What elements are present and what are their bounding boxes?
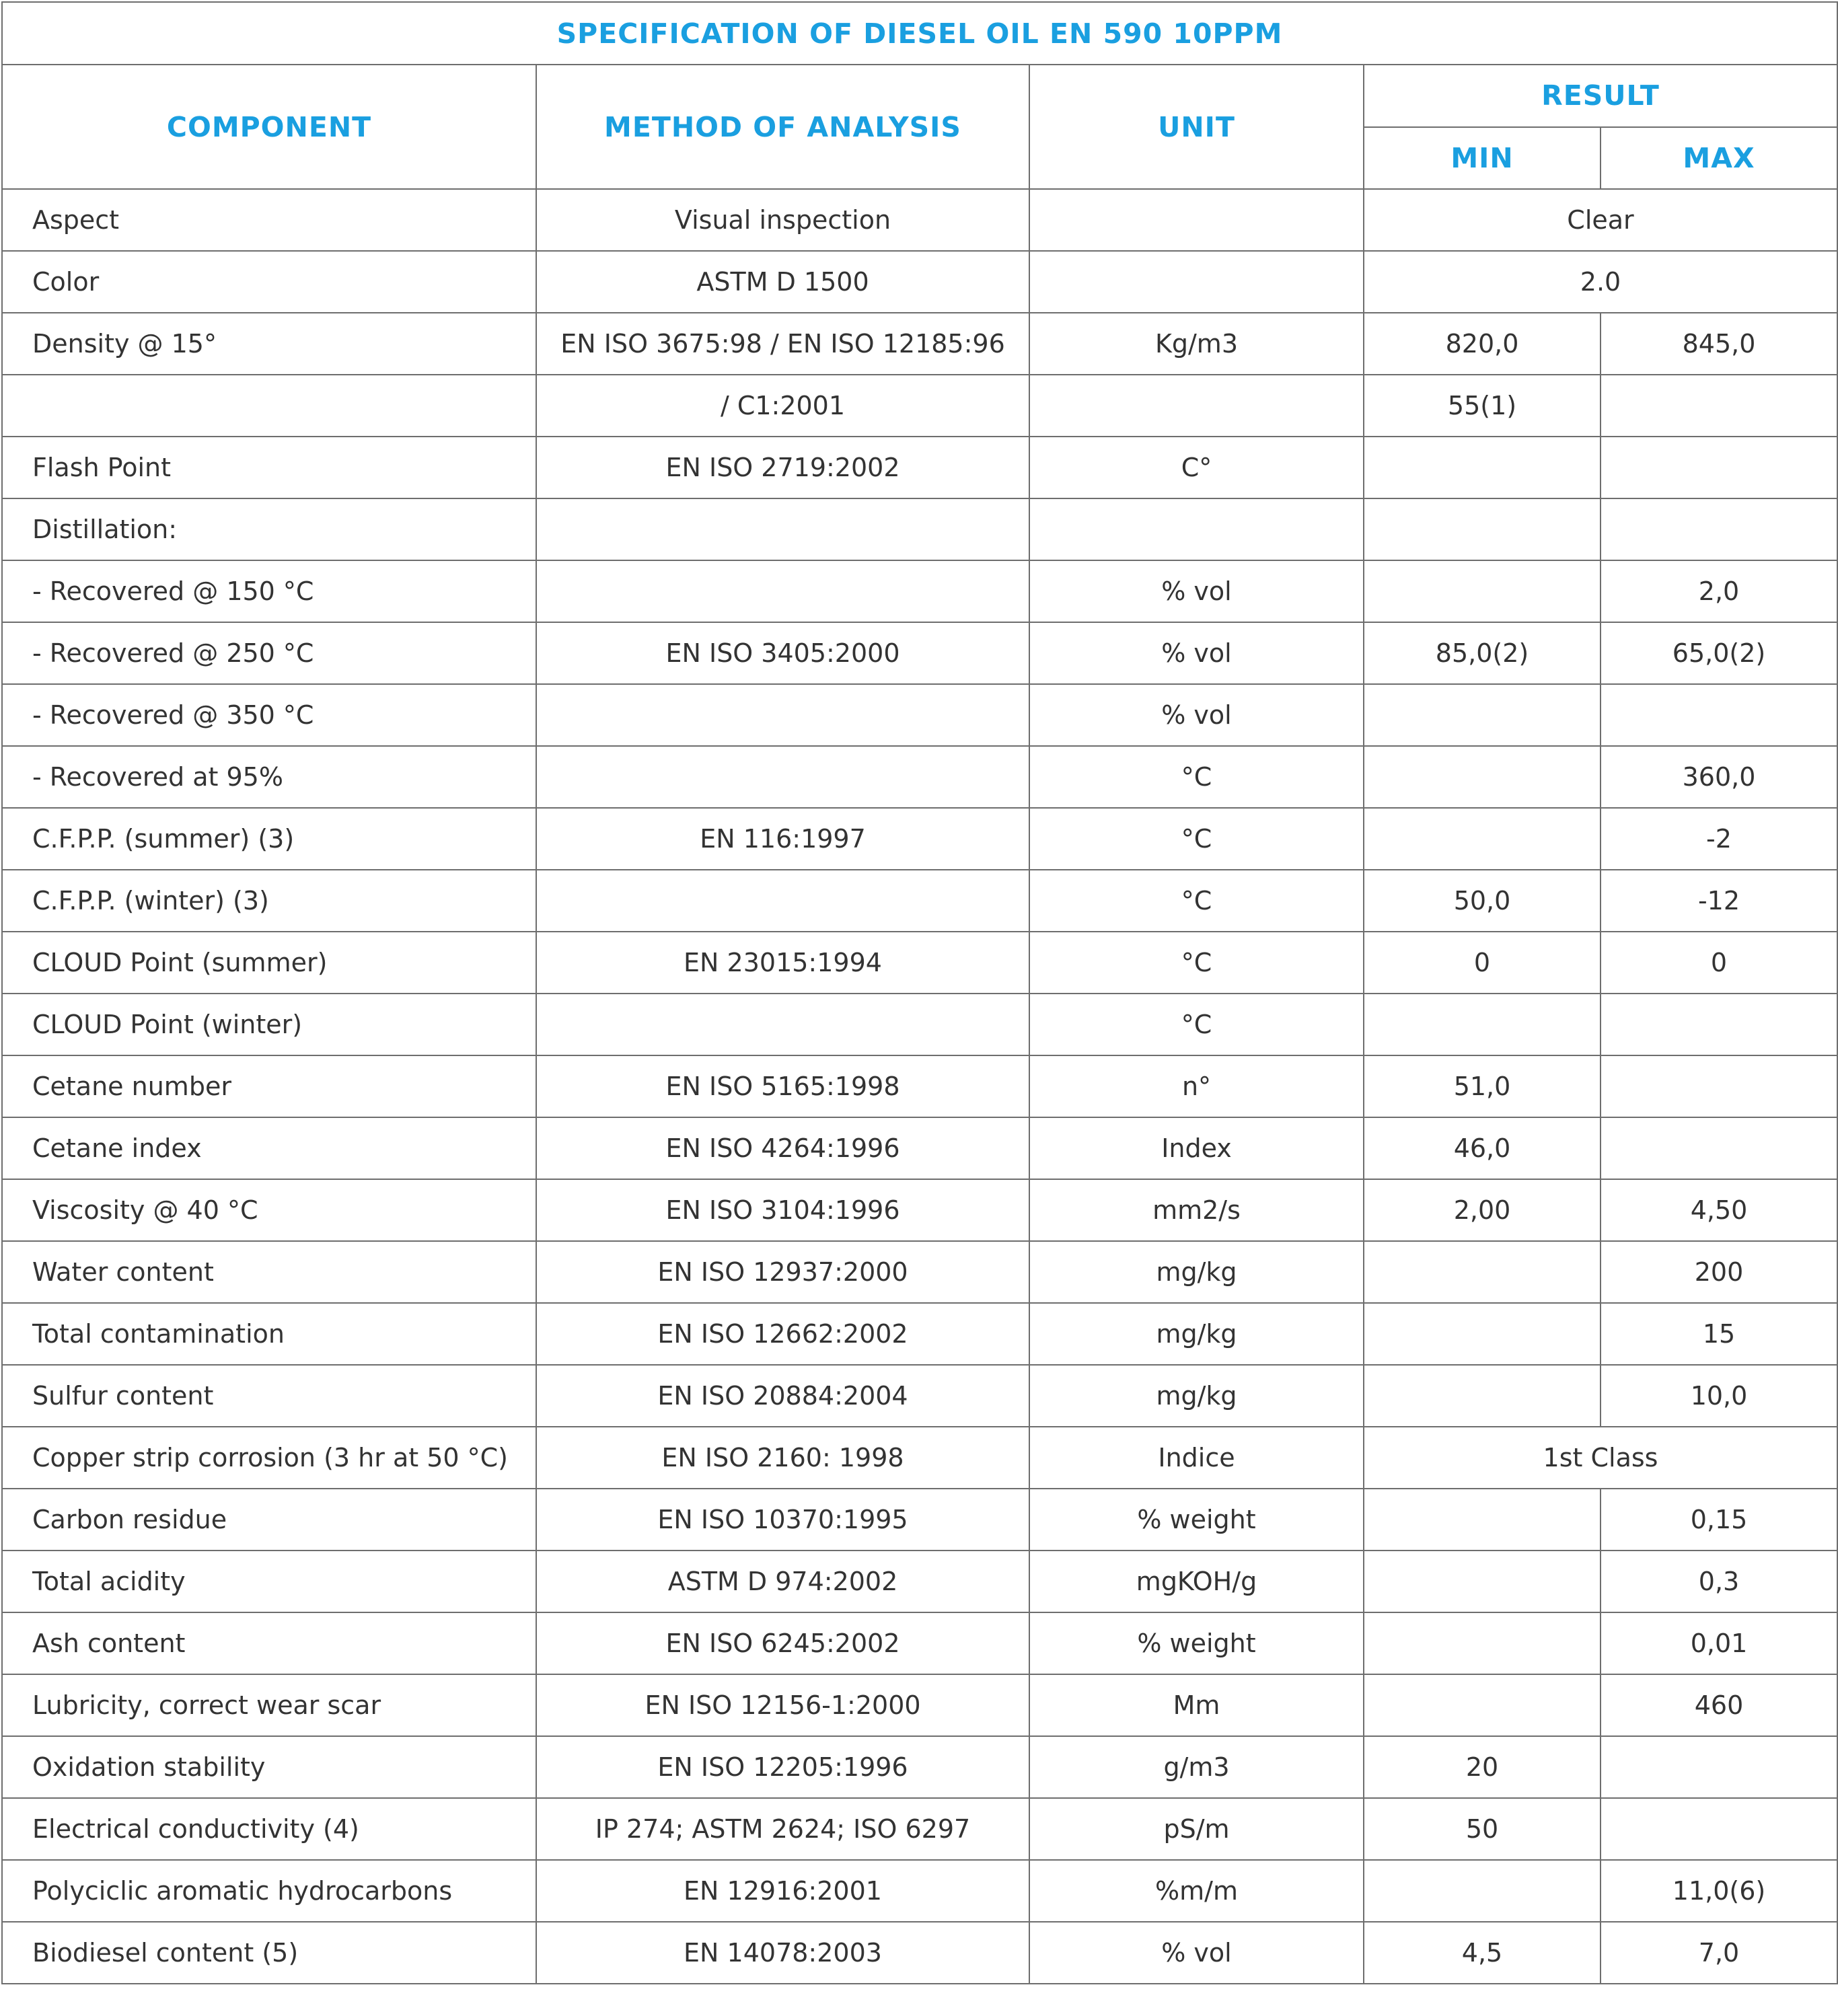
method-cell: EN ISO 12937:2000 bbox=[536, 1241, 1029, 1303]
min-cell: 50 bbox=[1364, 1798, 1601, 1860]
method-cell: / C1:2001 bbox=[536, 375, 1029, 437]
component-cell: Sulfur content bbox=[2, 1365, 536, 1427]
unit-cell: pS/m bbox=[1029, 1798, 1364, 1860]
unit-cell: °C bbox=[1029, 808, 1364, 870]
table-row bbox=[2, 437, 1837, 498]
max-cell: -12 bbox=[1601, 870, 1837, 932]
method-cell bbox=[536, 684, 1029, 746]
min-cell: 51,0 bbox=[1364, 1055, 1601, 1117]
method-cell: EN ISO 10370:1995 bbox=[536, 1489, 1029, 1551]
table-row bbox=[2, 994, 1837, 1055]
method-cell: EN ISO 12205:1996 bbox=[536, 1736, 1029, 1798]
method-cell bbox=[536, 870, 1029, 932]
method-cell: ASTM D 1500 bbox=[536, 251, 1029, 313]
unit-cell bbox=[1029, 498, 1364, 560]
table-title: SPECIFICATION OF DIESEL OIL EN 590 10PPM bbox=[2, 2, 1837, 65]
component-cell: CLOUD Point (winter) bbox=[2, 994, 536, 1055]
component-cell: Biodiesel content (5) bbox=[2, 1922, 536, 1984]
method-cell: Visual inspection bbox=[536, 189, 1029, 251]
component-cell: C.F.P.P. (winter) (3) bbox=[2, 870, 536, 932]
min-cell: 0 bbox=[1364, 932, 1601, 994]
min-cell bbox=[1364, 1860, 1601, 1922]
component-cell: Distillation: bbox=[2, 498, 536, 560]
table-row bbox=[2, 1427, 1837, 1489]
component-cell: - Recovered at 95% bbox=[2, 746, 536, 808]
min-cell: 2,00 bbox=[1364, 1179, 1601, 1241]
min-cell: 55(1) bbox=[1364, 375, 1601, 437]
method-cell: EN ISO 4264:1996 bbox=[536, 1117, 1029, 1179]
table-row bbox=[2, 1179, 1837, 1241]
component-cell: - Recovered @ 250 °C bbox=[2, 622, 536, 684]
result-cell: 1st Class bbox=[1364, 1427, 1837, 1489]
min-cell: 20 bbox=[1364, 1736, 1601, 1798]
min-cell bbox=[1364, 437, 1601, 498]
max-cell: 65,0(2) bbox=[1601, 622, 1837, 684]
table-row bbox=[2, 1489, 1837, 1551]
table-row bbox=[2, 932, 1837, 994]
component-cell: Electrical conductivity (4) bbox=[2, 1798, 536, 1860]
table-row bbox=[2, 870, 1837, 932]
max-cell: 7,0 bbox=[1601, 1922, 1837, 1984]
unit-cell: mg/kg bbox=[1029, 1303, 1364, 1365]
method-cell: EN ISO 6245:2002 bbox=[536, 1612, 1029, 1674]
max-cell bbox=[1601, 498, 1837, 560]
method-cell: EN ISO 2160: 1998 bbox=[536, 1427, 1029, 1489]
unit-cell: Index bbox=[1029, 1117, 1364, 1179]
max-cell: 360,0 bbox=[1601, 746, 1837, 808]
method-cell: EN 12916:2001 bbox=[536, 1860, 1029, 1922]
table-row bbox=[2, 1055, 1837, 1117]
max-cell bbox=[1601, 684, 1837, 746]
max-cell: 845,0 bbox=[1601, 313, 1837, 375]
table-row bbox=[2, 684, 1837, 746]
unit-cell bbox=[1029, 189, 1364, 251]
method-cell: EN ISO 12662:2002 bbox=[536, 1303, 1029, 1365]
min-cell bbox=[1364, 1489, 1601, 1551]
method-cell: EN ISO 2719:2002 bbox=[536, 437, 1029, 498]
component-cell: Carbon residue bbox=[2, 1489, 536, 1551]
result-header: RESULT bbox=[1364, 65, 1837, 127]
component-cell: Ash content bbox=[2, 1612, 536, 1674]
max-cell: 10,0 bbox=[1601, 1365, 1837, 1427]
unit-cell: % weight bbox=[1029, 1489, 1364, 1551]
method-cell: IP 274; ASTM 2624; ISO 6297 bbox=[536, 1798, 1029, 1860]
unit-cell: °C bbox=[1029, 870, 1364, 932]
title-row bbox=[2, 2, 1837, 65]
component-cell: C.F.P.P. (summer) (3) bbox=[2, 808, 536, 870]
component-cell: Water content bbox=[2, 1241, 536, 1303]
method-cell bbox=[536, 560, 1029, 622]
method-cell: ASTM D 974:2002 bbox=[536, 1551, 1029, 1612]
method-cell: EN ISO 12156-1:2000 bbox=[536, 1674, 1029, 1736]
method-cell bbox=[536, 994, 1029, 1055]
table-row bbox=[2, 313, 1837, 375]
max-cell: 2,0 bbox=[1601, 560, 1837, 622]
min-cell bbox=[1364, 1365, 1601, 1427]
component-cell: Polyciclic aromatic hydrocarbons bbox=[2, 1860, 536, 1922]
table-row bbox=[2, 1612, 1837, 1674]
min-cell: 85,0(2) bbox=[1364, 622, 1601, 684]
table-row bbox=[2, 189, 1837, 251]
result-cell: 2.0 bbox=[1364, 251, 1837, 313]
component-cell: Viscosity @ 40 °C bbox=[2, 1179, 536, 1241]
unit-cell: °C bbox=[1029, 994, 1364, 1055]
max-cell bbox=[1601, 1055, 1837, 1117]
table-row bbox=[2, 746, 1837, 808]
component-cell: - Recovered @ 350 °C bbox=[2, 684, 536, 746]
min-cell bbox=[1364, 1241, 1601, 1303]
max-cell bbox=[1601, 1798, 1837, 1860]
unit-cell: % vol bbox=[1029, 622, 1364, 684]
min-cell bbox=[1364, 1612, 1601, 1674]
max-cell: 15 bbox=[1601, 1303, 1837, 1365]
unit-cell: % vol bbox=[1029, 684, 1364, 746]
table-row bbox=[2, 1303, 1837, 1365]
table-row bbox=[2, 808, 1837, 870]
specification-body bbox=[2, 189, 1837, 1984]
max-cell bbox=[1601, 1117, 1837, 1179]
min-header: MIN bbox=[1364, 127, 1601, 190]
component-cell: CLOUD Point (summer) bbox=[2, 932, 536, 994]
max-cell: 11,0(6) bbox=[1601, 1860, 1837, 1922]
component-cell: Lubricity, correct wear scar bbox=[2, 1674, 536, 1736]
result-cell: Clear bbox=[1364, 189, 1837, 251]
table-row bbox=[2, 498, 1837, 560]
max-cell: -2 bbox=[1601, 808, 1837, 870]
unit-cell: %m/m bbox=[1029, 1860, 1364, 1922]
component-cell bbox=[2, 375, 536, 437]
max-cell: 0 bbox=[1601, 932, 1837, 994]
header-row bbox=[2, 65, 1837, 127]
max-cell: 0,15 bbox=[1601, 1489, 1837, 1551]
unit-cell: g/m3 bbox=[1029, 1736, 1364, 1798]
method-cell: EN 23015:1994 bbox=[536, 932, 1029, 994]
component-cell: Oxidation stability bbox=[2, 1736, 536, 1798]
max-cell bbox=[1601, 375, 1837, 437]
min-cell bbox=[1364, 1303, 1601, 1365]
component-cell: Flash Point bbox=[2, 437, 536, 498]
unit-cell: n° bbox=[1029, 1055, 1364, 1117]
unit-cell bbox=[1029, 251, 1364, 313]
unit-cell: Indice bbox=[1029, 1427, 1364, 1489]
min-cell bbox=[1364, 808, 1601, 870]
specification-table bbox=[1, 1, 1838, 1984]
component-cell: Total contamination bbox=[2, 1303, 536, 1365]
max-cell: 0,3 bbox=[1601, 1551, 1837, 1612]
unit-cell: % weight bbox=[1029, 1612, 1364, 1674]
unit-cell: mm2/s bbox=[1029, 1179, 1364, 1241]
component-header: COMPONENT bbox=[2, 65, 536, 189]
unit-cell bbox=[1029, 375, 1364, 437]
unit-cell: mgKOH/g bbox=[1029, 1551, 1364, 1612]
component-cell: Total acidity bbox=[2, 1551, 536, 1612]
min-cell: 46,0 bbox=[1364, 1117, 1601, 1179]
table-row bbox=[2, 1736, 1837, 1798]
min-cell bbox=[1364, 1674, 1601, 1736]
unit-cell: °C bbox=[1029, 746, 1364, 808]
min-cell bbox=[1364, 1551, 1601, 1612]
method-cell: EN 116:1997 bbox=[536, 808, 1029, 870]
component-cell: - Recovered @ 150 °C bbox=[2, 560, 536, 622]
max-cell bbox=[1601, 1736, 1837, 1798]
table-row bbox=[2, 375, 1837, 437]
min-cell: 820,0 bbox=[1364, 313, 1601, 375]
table-row bbox=[2, 622, 1837, 684]
table-row bbox=[2, 1922, 1837, 1984]
method-cell: EN ISO 3104:1996 bbox=[536, 1179, 1029, 1241]
table-row bbox=[2, 1241, 1837, 1303]
min-cell bbox=[1364, 498, 1601, 560]
max-cell: 200 bbox=[1601, 1241, 1837, 1303]
max-cell bbox=[1601, 437, 1837, 498]
min-cell: 50,0 bbox=[1364, 870, 1601, 932]
min-cell bbox=[1364, 684, 1601, 746]
method-cell: EN ISO 3675:98 / EN ISO 12185:96 bbox=[536, 313, 1029, 375]
method-cell bbox=[536, 498, 1029, 560]
component-cell: Cetane index bbox=[2, 1117, 536, 1179]
max-cell: 0,01 bbox=[1601, 1612, 1837, 1674]
max-cell bbox=[1601, 994, 1837, 1055]
table-row bbox=[2, 1860, 1837, 1922]
method-cell: EN 14078:2003 bbox=[536, 1922, 1029, 1984]
min-cell bbox=[1364, 746, 1601, 808]
max-cell: 4,50 bbox=[1601, 1179, 1837, 1241]
method-cell: EN ISO 5165:1998 bbox=[536, 1055, 1029, 1117]
component-cell: Density @ 15° bbox=[2, 313, 536, 375]
unit-header: UNIT bbox=[1029, 65, 1364, 189]
max-header: MAX bbox=[1601, 127, 1837, 190]
table-row bbox=[2, 560, 1837, 622]
table-row bbox=[2, 251, 1837, 313]
min-cell bbox=[1364, 560, 1601, 622]
method-cell: EN ISO 20884:2004 bbox=[536, 1365, 1029, 1427]
table-row bbox=[2, 1365, 1837, 1427]
component-cell: Cetane number bbox=[2, 1055, 536, 1117]
table-row bbox=[2, 1117, 1837, 1179]
table-row bbox=[2, 1551, 1837, 1612]
component-cell: Aspect bbox=[2, 189, 536, 251]
min-cell bbox=[1364, 994, 1601, 1055]
unit-cell: mg/kg bbox=[1029, 1365, 1364, 1427]
unit-cell: Mm bbox=[1029, 1674, 1364, 1736]
method-cell: EN ISO 3405:2000 bbox=[536, 622, 1029, 684]
component-cell: Copper strip corrosion (3 hr at 50 °C) bbox=[2, 1427, 536, 1489]
unit-cell: % vol bbox=[1029, 1922, 1364, 1984]
table-row bbox=[2, 1798, 1837, 1860]
unit-cell: mg/kg bbox=[1029, 1241, 1364, 1303]
table-row bbox=[2, 1674, 1837, 1736]
unit-cell: °C bbox=[1029, 932, 1364, 994]
unit-cell: C° bbox=[1029, 437, 1364, 498]
unit-cell: % vol bbox=[1029, 560, 1364, 622]
component-cell: Color bbox=[2, 251, 536, 313]
unit-cell: Kg/m3 bbox=[1029, 313, 1364, 375]
method-cell bbox=[536, 746, 1029, 808]
max-cell: 460 bbox=[1601, 1674, 1837, 1736]
method-header: METHOD OF ANALYSIS bbox=[536, 65, 1029, 189]
min-cell: 4,5 bbox=[1364, 1922, 1601, 1984]
